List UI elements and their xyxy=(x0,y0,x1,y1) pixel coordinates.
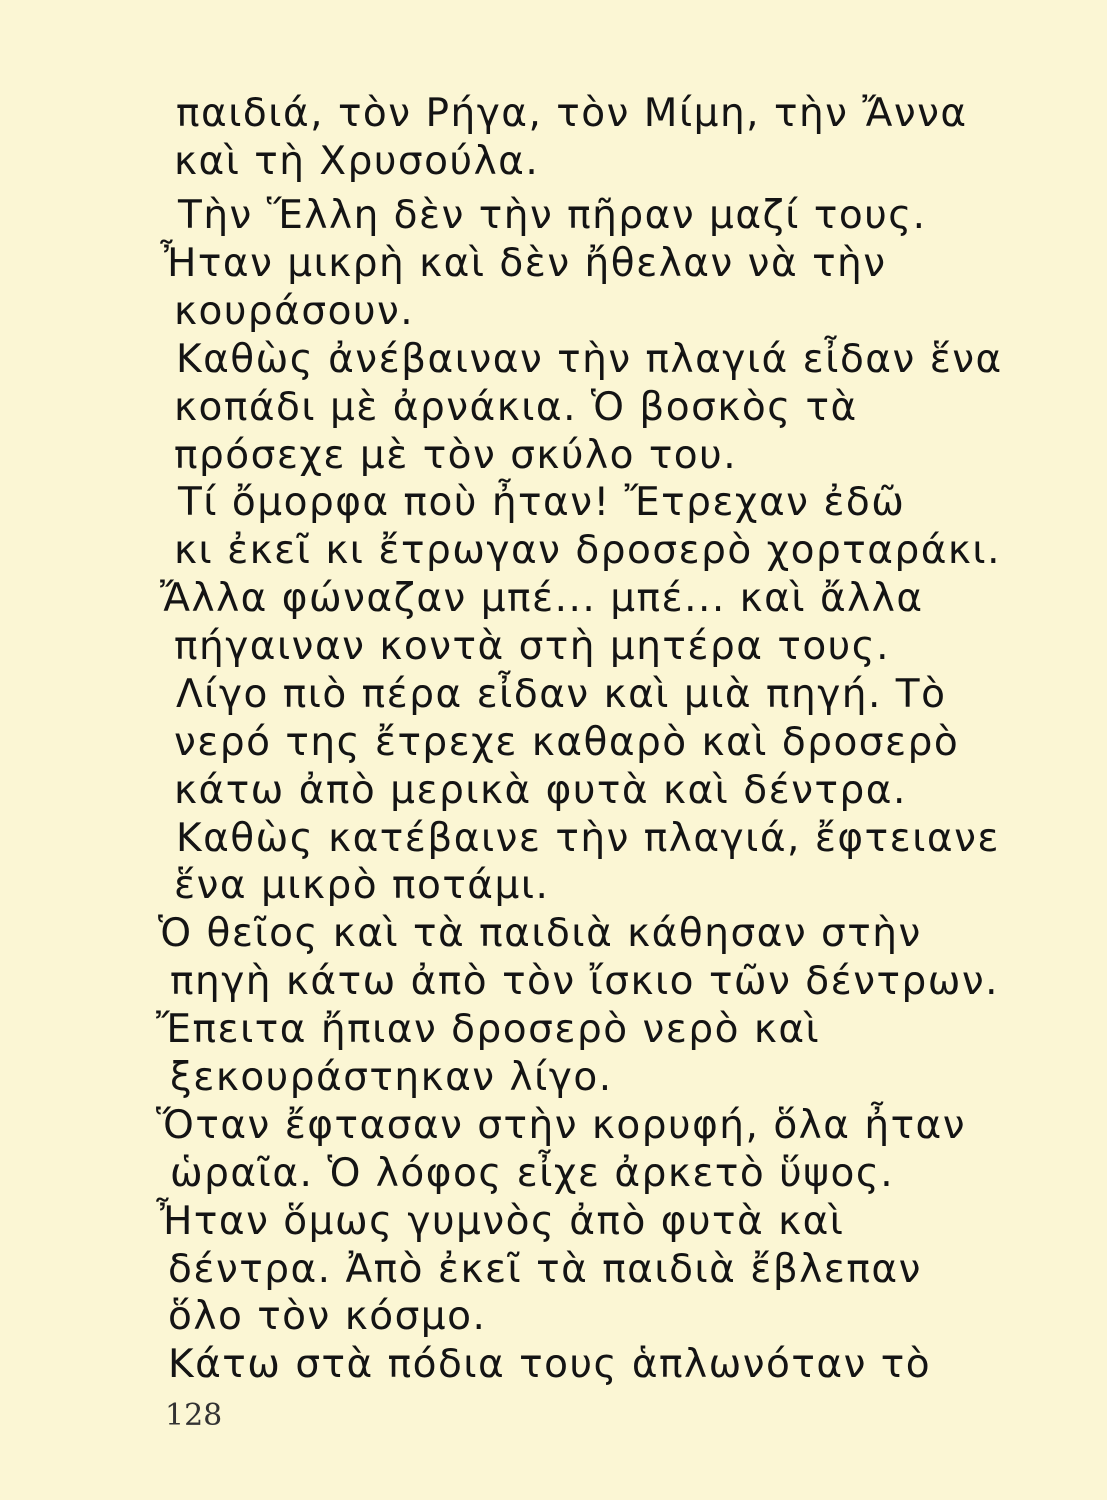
text-line: κουράσουν. xyxy=(174,289,415,334)
text-line: δέντρα. Ἀπὸ ἐκεῖ τὰ παιδιὰ ἔβλεπαν xyxy=(168,1247,922,1292)
text-line: ὅλο τὸν κόσμο. xyxy=(168,1294,487,1339)
text-line: ξεκουράστηκαν λίγο. xyxy=(170,1055,613,1100)
text-line: ἕνα μικρὸ ποτάμι. xyxy=(174,863,550,908)
text-line: Ἔπειτα ἤπιαν δροσερὸ νερὸ καὶ xyxy=(156,1007,821,1052)
text-line: κοπάδι μὲ ἀρνάκια. Ὁ βοσκὸς τὰ xyxy=(174,385,858,430)
text-line: πηγὴ κάτω ἀπὸ τὸν ἴσκιο τῶν δέντρων. xyxy=(170,959,1000,1004)
text-line: πήγαιναν κοντὰ στὴ μητέρα τους. xyxy=(174,624,891,669)
text-line: Τί ὄμορφα ποὺ ἦταν! Ἔτρεχαν ἐδῶ xyxy=(178,480,906,525)
text-line: ὡραῖα. Ὁ λόφος εἶχε ἀρκετὸ ὕψος. xyxy=(170,1151,895,1196)
text-line: Λίγο πιὸ πέρα εἶδαν καὶ μιὰ πηγή. Τὸ xyxy=(176,672,947,717)
text-line: Κάτω στὰ πόδια τους ἁπλωνόταν τὸ xyxy=(168,1342,932,1387)
text-line: Ἦταν ὅμως γυμνὸς ἀπὸ φυτὰ καὶ xyxy=(156,1199,845,1244)
text-line: Τὴν Ἕλλη δὲν τὴν πῆραν μαζί τους. xyxy=(178,193,927,238)
text-line: Καθὼς κατέβαινε τὴν πλαγιά, ἔφτειανε xyxy=(176,816,1000,861)
text-line: Ὁ θεῖος καὶ τὰ παιδιὰ κάθησαν στὴν xyxy=(158,911,922,956)
text-line: καὶ τὴ Χρυσούλα. xyxy=(174,139,540,184)
text-line: πρόσεχε μὲ τὸν σκύλο του. xyxy=(174,433,738,478)
text-line: κι ἐκεῖ κι ἔτρωγαν δροσερὸ χορταράκι. xyxy=(174,528,1002,573)
text-line: παιδιά, τὸν Ρήγα, τὸν Μίμη, τὴν Ἄννα xyxy=(176,91,968,136)
text-line: Καθὼς ἀνέβαιναν τὴν πλαγιά εἶδαν ἕνα xyxy=(176,337,1003,382)
text-line: Ἄλλα φώναζαν μπέ... μπέ... καὶ ἄλλα xyxy=(160,576,924,621)
text-line: κάτω ἀπὸ μερικὰ φυτὰ καὶ δέντρα. xyxy=(174,768,907,813)
text-line: Ἦταν μικρὴ καὶ δὲν ἤθελαν νὰ τὴν xyxy=(160,241,887,286)
page-number: 128 xyxy=(165,1398,223,1433)
text-line: Ὅταν ἔφτασαν στὴν κορυφή, ὅλα ἦταν xyxy=(156,1103,967,1148)
text-line: νερό της ἔτρεχε καθαρὸ καὶ δροσερὸ xyxy=(174,720,960,765)
